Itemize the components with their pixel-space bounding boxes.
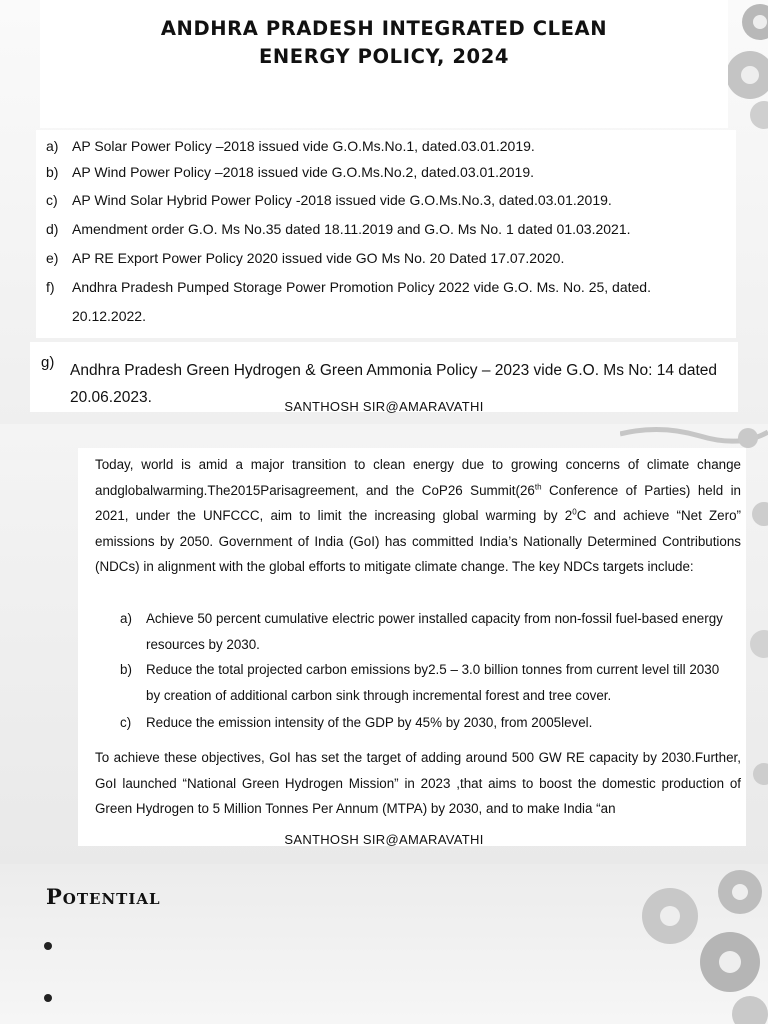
policy-list: a) AP Solar Power Policy –2018 issued vide G.O.Ms.No.1, dated.03.01.2019. b) AP Wind Power Policy –2018 issued vide G.O.Ms.No.2, dated.03.01.2019. c) AP Wind Solar Hybrid Power Policy -2018 issued vide G.O.Ms.No.3, dated.03.01.2019. d) Amendment order G.O. Ms No.35 dated 18.11.2019 and G.O. Ms No. 1 dated 01.03.2021. e) AP RE Export Power Policy 2020 issued vide GO Ms No. 20 Dated 17.07.2020. f) Andhra Pradesh Pumped Storage Power Promotion Policy 2022 vide G.O. Ms. No. 25, dated. 20.12.2022. — [36, 130, 736, 338]
gears-decoration-icon — [630, 864, 768, 1024]
intro-paragraph: Today, world is amid a major transition to clean energy due to growing concerns of climate change andglobalwarming.The2015Parisagreement, and the CoP26 Summit(26th Conference of Parties) held in 2021, under the UNFCCC, aim to limit the increasing global warming by $2^0C$ and achieve “Net Zero” emissions by 2050. Government of India (GoI) has committed India’s Nationally Determined Contributions (NDCs) in alignment with the global efforts to mitigate climate change. The key NDCs targets include: — [95, 457, 742, 574]
slide-policies — [0, 0, 768, 424]
title-banner — [40, 0, 728, 128]
empty-bullet — [44, 994, 52, 1002]
section-title: Potential — [46, 884, 161, 909]
footer-credit: SANTHOSH SIR@AMARAVATHI — [284, 832, 484, 847]
page-title: ANDHRA PRADESH INTEGRATED CLEAN ENERGY POLICY, 2024 — [160, 17, 608, 68]
slide-context — [0, 424, 768, 864]
context-document: Today, world is amid a major transition to clean energy due to growing concerns of climate change andglobalwarming.The2015Parisagreement, and the CoP26 Summit(26th Conference of Parties) held in 2021, under the UNFCCC, aim to limit the increasing global warming by $2^0C$ and achieve “Net Zero” emissions by 2050. Government of India (GoI) has committed India’s Nationally Determined Contributions (NDCs) in alignment with the global efforts to mitigate climate change. The key NDCs targets include: a) Achieve 50 percent cumulative electric power installed capacity from non-fossil fuel-based energy resources by 2030. b) Reduce the total projected carbon emissions by2.5 – 3.0 billion tonnes from current level till 2030 by creation of additional carbon sink through incremental forest and tree cover. c) Reduce the emission intensity of the GDP by 45% by 2030, from 2005level. To achieve these objectives, GoI has set the target of adding around 500 GW RE capacity by 2030.Further, GoI launched “National Green Hydrogen Mission” in 2023 ,that aims to boost the domestic production of Green Hydrogen to 5 Million Tonnes Per Annum (MTPA) by 2030, and to make India “an — [78, 448, 746, 846]
gears-decoration-icon — [746, 454, 768, 834]
objectives-paragraph: To achieve these objectives, GoI has set the target of adding around 500 GW RE capacity by 2030.Further, GoI launched “National Green Hydrogen Mission” in 2023 ,that aims to boost the domestic production of Green Hydrogen to 5 Million Tonnes Per Annum (MTPA) by 2030, and to make India “an — [95, 750, 741, 816]
footer-credit: SANTHOSH SIR@AMARAVATHI — [284, 399, 484, 414]
empty-bullet — [44, 942, 52, 950]
slide-potential — [0, 864, 768, 1024]
policy-item-g: g) Andhra Pradesh Green Hydrogen & Green Ammonia Policy – 2023 vide G.O. Ms No: 14 dated 20.06.2023. — [30, 342, 738, 412]
